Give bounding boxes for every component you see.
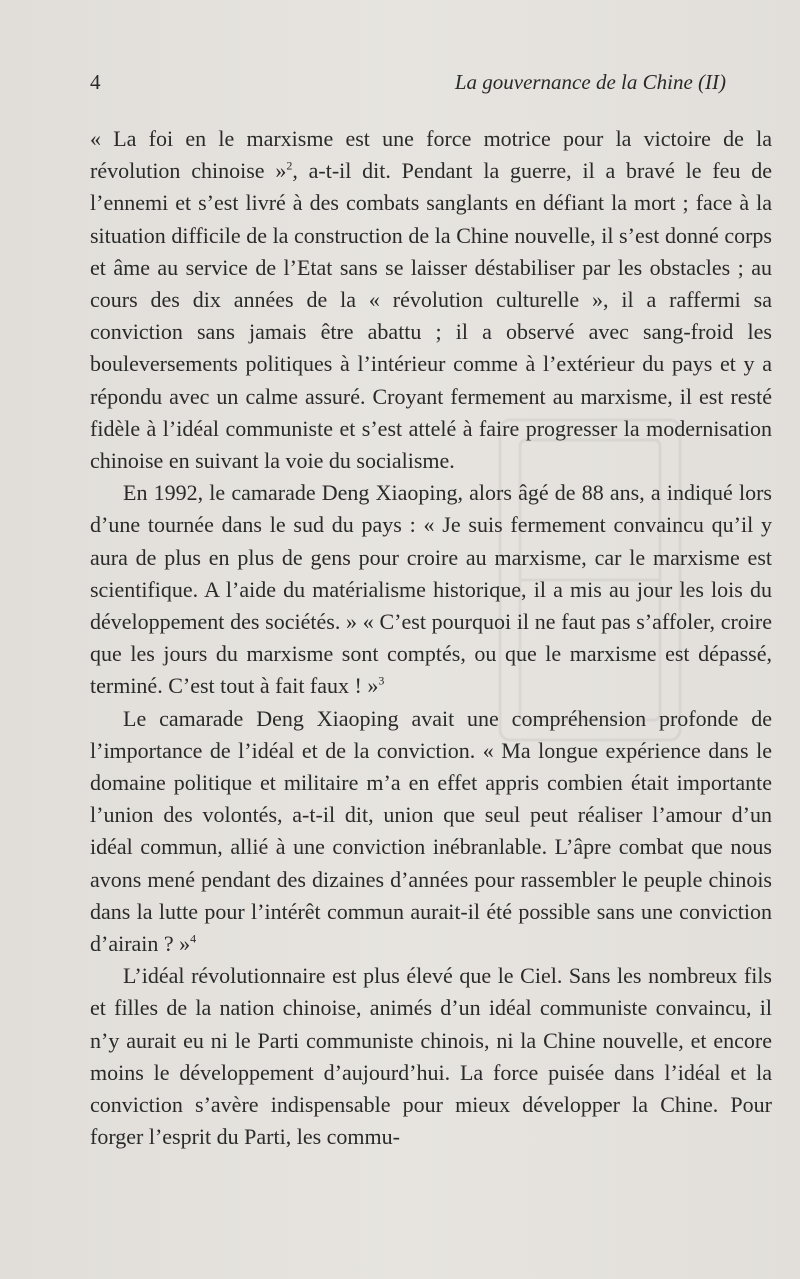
paragraph-3: Le camarade Deng Xiaoping avait une compréhension profonde de l’importance de l’idéal et de la conviction. « Ma longue expérience dans le domaine politique et militaire m’a en effet appris combien était importante l’union des volontés, a-t-il dit, union que seul peut réaliser l’amour d’un idéal commun, allié à une conviction inébranlable. L’âpre combat que nous avons mené pendant des dizaines d’années pour rassembler le peuple chinois dans la lutte pour l’intérêt commun aurait-il été possible sans une conviction d’airain ? »$^4$ — [90, 705, 772, 957]
paragraph-1: « La foi en le marxisme est une force motrice pour la victoire de la révolution chinoise »$^2$, a-t-il dit. Pendant la guerre, il a bravé le feu de l’ennemi et s’est livré à des combats sanglants en défiant la mort ; face à la situation difficile de la construction de la Chine nouvelle, il s’est donné corps et âme au service de l’Etat sans se laisser déstabiliser par les obstacles ; au cours des dix années de la « révolution culturelle », il a raffermi sa conviction sans jamais être abattu ; il a observé avec sang-froid les bouleversements politiques à l’intérieur comme à l’extérieur du pays et y a répondu avec un calme assuré. Croyant fermement au marxisme, il est resté fidèle à l’idéal communiste et s’est attelé à faire progresser la modernisation chinoise en suivant la voie du socialisme. — [90, 126, 772, 474]
paragraph-4: L’idéal révolutionnaire est plus élevé que le Ciel. Sans les nombreux fils et filles de la nation chinoise, animés d’un idéal communiste convaincu, il n’y aurait eu ni le Parti communiste chinois, ni la Chine nouvelle, et encore moins le développement d’aujourd’hui. La force puisée dans l’idéal et la conviction s’avère indispensable pour mieux développer la Chine. Pour forger l’esprit du Parti, les commu- — [90, 963, 772, 1150]
running-title: La gouvernance de la Chine (II) — [454, 70, 726, 94]
body-text — [90, 123, 772, 1154]
page-header — [90, 70, 726, 100]
footnote-ref-2: 2 — [286, 158, 293, 173]
footnote-ref-3: 3 — [378, 674, 385, 689]
paragraph-2: En 1992, le camarade Deng Xiaoping, alors âgé de 88 ans, a indiqué lors d’une tournée dans le sud du pays : « Je suis fermement convaincu qu’il y aura de plus en plus de gens pour croire au marxisme, car le marxisme est scientifique. A l’aide du matérialisme historique, il a mis au jour les lois du développement des sociétés. » « C’est pourquoi il ne faut pas s’affoler, croire que les jours du marxisme sont comptés, ou que le marxisme est dépassé, terminé. C’est tout à fait faux ! »$^3$ — [90, 480, 772, 699]
footnote-ref-4: 4 — [190, 931, 197, 946]
page-number: 4 — [90, 70, 101, 94]
